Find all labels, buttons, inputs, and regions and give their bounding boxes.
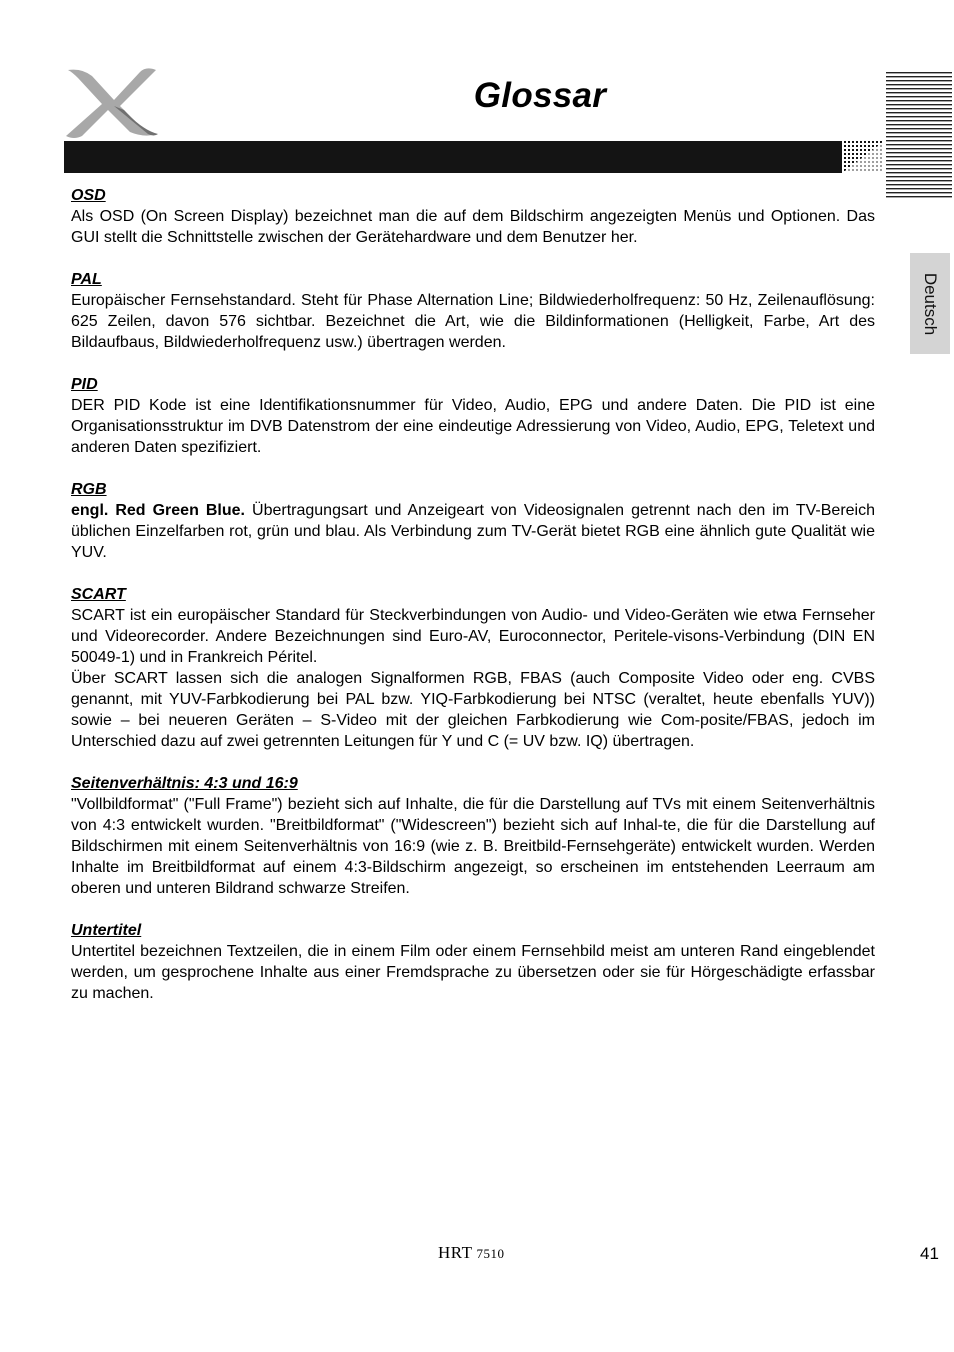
- glossary-definition: Als OSD (On Screen Display) bezeichnet man die auf dem Bildschirm angezeigten Menüs und Optionen. Das GUI stellt die Schnittstelle zwischen der Gerätehardware und dem Benutzer her.: [71, 208, 875, 246]
- glossary-entry-aspect-ratio: [71, 773, 875, 899]
- decorative-stripes: [886, 70, 952, 202]
- page-title: Glossar: [473, 76, 607, 115]
- glossary-entry-rgb: [71, 479, 875, 563]
- glossary-term: PID: [71, 376, 98, 393]
- glossary-term: Untertitel: [71, 922, 142, 939]
- definition-bold-lead: engl. Red Green Blue.: [71, 502, 245, 519]
- glossary-content: [71, 185, 875, 1025]
- definition-text: Übertragungsart und Anzeigeart von Videosignalen getrennt nach den im TV-Bereich üblichen Einzelfarben rot, grün und blau. Als Verbindung zum TV-Gerät bietet RGB eine ähnlich gute Qualität wie YUV.: [71, 502, 875, 561]
- glossary-definition: Untertitel bezeichnen Textzeilen, die in einem Film oder einem Fernsehbild meist am unteren Rand eingeblendet werden, um gesprochene Inhalte aus einer Fremdsprache zu übersetzen oder sie für Hörgeschädigte erfassbar zu machen.: [71, 943, 875, 1002]
- glossary-term: OSD: [71, 187, 106, 204]
- glossary-definition: [71, 500, 875, 563]
- footer-model-number: 7510: [476, 1246, 505, 1261]
- glossary-definition: SCART ist ein europäischer Standard für Steckverbindungen von Audio- und Video-Geräten wie etwa Fernseher und Videorecorder. Andere Bezeichnungen sind Euro-AV, Euroconnector, Peritele-visons-Verbindung (DIN EN 50049-1) und in Frankreich Péritel.: [71, 607, 875, 666]
- footer-model: [438, 1243, 504, 1263]
- glossary-definition: "Vollbildformat" ("Full Frame") bezieht sich auf Inhalte, die für die Darstellung auf TVs mit einem Seitenverhältnis von 4:3 entwickelt wurden. "Breitbildformat" ("Widescreen") bezieht sich auf Inhal-te, die für die Darstellung auf Bildschirmen mit einem Seitenverhältnis von 16:9 (wie z. B. Breitbild-Fernsehgeräte) entwickelt wurden. Werden Inhalte im Breitbildformat auf einem 4:3-Bildschirm angezeigt, so erscheinen im entstehenden Leerraum am oberen und unteren Bildrand schwarze Streifen.: [71, 796, 875, 897]
- header-banner: [64, 141, 884, 173]
- language-tab: [910, 253, 950, 354]
- glossary-entry-osd: [71, 185, 875, 248]
- language-tab-label: Deutsch: [921, 272, 940, 335]
- glossary-definition: Europäischer Fernsehstandard. Steht für Phase Alternation Line; Bildwiederholfrequenz: 50 Hz, Zeilenauflösung: 625 Zeilen, davon 576 sichtbar. Bezeichnet die Art, wie die Bildinformationen (Helligkeit, Farbe, Art des Bildaufbaus, Bildwiederholfrequenz usw.) übertragen werden.: [71, 292, 875, 351]
- page-number: 41: [920, 1244, 939, 1263]
- glossary-definition: DER PID Kode ist eine Identifikationsnummer für Video, Audio, EPG und andere Daten. Die PID ist eine Organisationsstruktur im DVB Datenstrom der eine eindeutige Adressierung von Video, Audio, EPG, Teletext und anderen Daten spezifiziert.: [71, 397, 875, 456]
- glossary-definition: Über SCART lassen sich die analogen Signalformen RGB, FBAS (auch Composite Video oder eng. CVBS genannt, mit YUV-Farbkodierung bei PAL bzw. YIQ-Farbkodierung bei NTSC (veraltet, heute ebenfalls YUV)) sowie – bei neueren Geräten – S-Video mit der gleichen Farbkodierung wie Com-posite/FBAS, jedoch im Unterschied dazu auf zwei getrennten Leitungen für Y und C (= UV bzw. IQ) übertragen.: [71, 670, 875, 750]
- glossary-entry-scart: [71, 584, 875, 752]
- glossary-entry-untertitel: [71, 920, 875, 1004]
- footer-model-name: HRT: [438, 1243, 473, 1262]
- glossary-term: RGB: [71, 481, 107, 498]
- glossary-term: SCART: [71, 586, 126, 603]
- glossary-term: Seitenverhältnis: 4:3 und 16:9: [71, 775, 298, 792]
- glossary-entry-pid: [71, 374, 875, 458]
- glossary-entry-pal: [71, 269, 875, 353]
- glossary-term: PAL: [71, 271, 102, 288]
